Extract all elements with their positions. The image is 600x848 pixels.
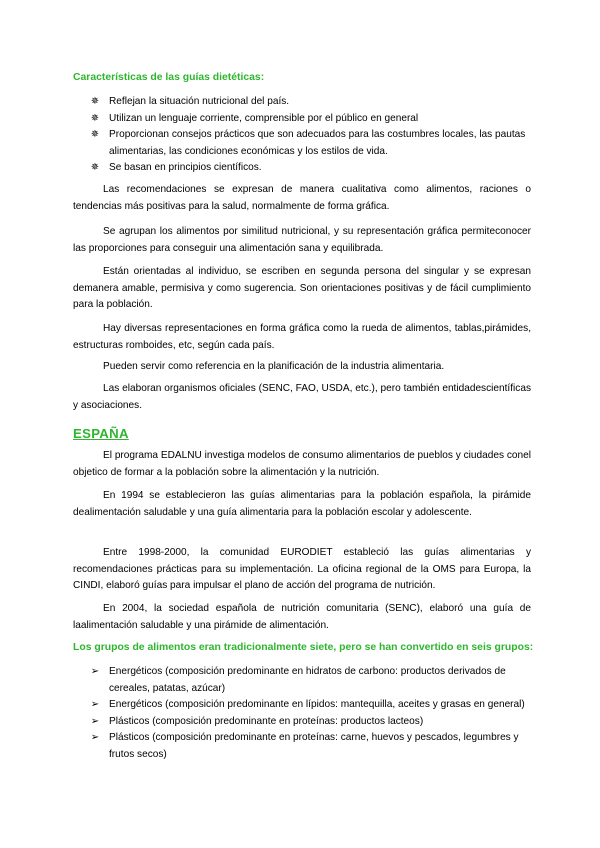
star-bullet-icon: ✵ [90, 162, 100, 173]
list-item: ✵ Reflejan la situación nutricional del país. [0, 94, 531, 111]
list-item: ➢ Energéticos (composición predominante en lípidos: mantequilla, aceites y grasas en general) [0, 697, 531, 714]
paragraph: Hay diversas representaciones en forma gráfica como la rueda de alimentos, tablas,pirámides, estructuras romboides, etc, según cada país. [73, 323, 531, 351]
paragraph: El programa EDALNU investiga modelos de consumo alimentarios de pueblos y ciudades conel objetico de formar a la población sobre la alimentación y la nutrición. [73, 450, 531, 478]
arrow-bullet-icon: ➢ [90, 699, 100, 710]
star-bullet-icon: ✵ [90, 112, 100, 124]
arrow-bullet-icon: ➢ [90, 715, 100, 727]
star-bullet-icon: ✵ [90, 96, 100, 107]
characteristics-heading: Características de las guías dietéticas: [73, 72, 265, 83]
paragraph: Las recomendaciones se expresan de manera cualitativa como alimentos, raciones o tendencias más positivas para la salud, normalmente de forma gráfica. [73, 184, 531, 212]
food-groups-heading: Los grupos de alimentos eran tradicionalmente siete, pero se han convertido en seis grupos: [73, 642, 534, 653]
paragraph: Pueden servir como referencia en la planificación de la industria alimentaria. [103, 361, 445, 372]
star-bullet-icon: ✵ [90, 129, 100, 140]
list-item: ➢ Plásticos (composición predominante en proteínas: carne, huevos y pescados, legumbres y frutos secos) [90, 732, 519, 760]
list-item: ✵ Se basan en principios científicos. [0, 160, 531, 177]
paragraph: Se agrupan los alimentos por similitud nutricional, y su representación gráfica permiteconocer las proporciones para conseguir una alimentación sana y equilibrada. [73, 226, 531, 254]
list-item: ✵ Utilizan un lenguaje corriente, comprensible por el público en general [0, 111, 531, 128]
list-item: ✵ Proporcionan consejos prácticos que son adecuados para las costumbres locales, las pautas alimentarias, las condiciones económicas y los estilos de vida. [90, 129, 526, 157]
paragraph: Las elaboran organismos oficiales (SENC, FAO, USDA, etc.), pero también entidadescientíficas y asociaciones. [73, 383, 531, 411]
list-item: ➢ Plásticos (composición predominante en proteínas: productos lacteos) [0, 714, 531, 731]
arrow-bullet-icon: ➢ [90, 666, 100, 677]
arrow-bullet-icon: ➢ [90, 732, 100, 743]
paragraph: En 1994 se establecieron las guías alimentarias para la población española, la pirámide dealimentación saludable y una guía alimentaria para la población escolar y adolescente. [73, 490, 531, 518]
list-item: ➢ Energéticos (composición predominante en hidratos de carbono: productos derivados de cereales, patatas, azúcar) [90, 666, 506, 694]
food-groups-list [0, 664, 531, 763]
paragraph: En 2004, la sociedad española de nutrición comunitaria (SENC), elaboró una guía de laalimentación saludable y una pirámide de alimentación. [73, 603, 531, 631]
section-title-espana: ESPAÑA [73, 426, 129, 441]
characteristics-list [0, 94, 531, 177]
paragraph: Están orientadas al individuo, se escriben en segunda persona del singular y se expresan demanera amable, permisiva y como sugerencia. Son orientaciones positivas y de fácil cumplimiento para la población. [73, 266, 531, 310]
paragraph: Entre 1998-2000, la comunidad EURODIET estableció las guías alimentarias y recomendaciones prácticas para su implementación. La oficina regional de la OMS para Europa, la CINDI, elaboró guías para impulsar el plano de acción del programa de nutrición. [73, 547, 531, 591]
